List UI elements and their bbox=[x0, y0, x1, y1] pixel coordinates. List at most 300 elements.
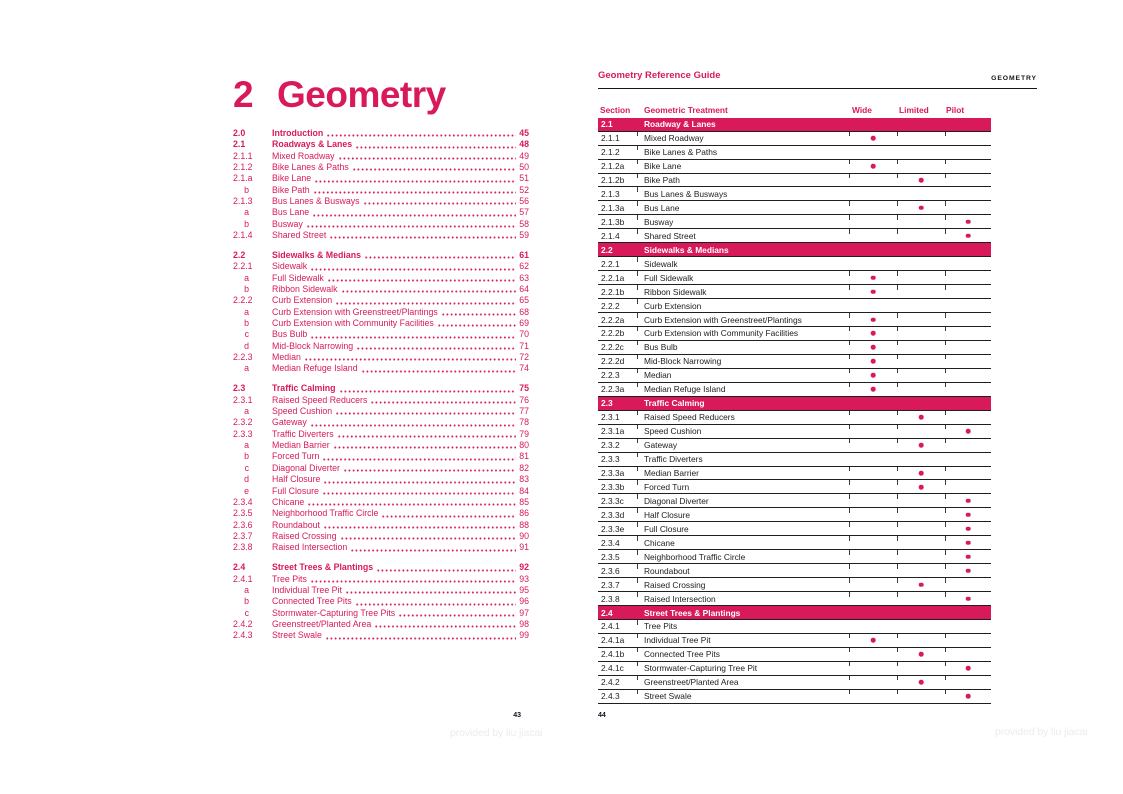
column-tick bbox=[637, 467, 638, 472]
row-section-number: 2.2.2c bbox=[601, 342, 624, 353]
column-tick bbox=[945, 174, 946, 179]
toc-entry-label: Street Swale bbox=[272, 630, 322, 641]
toc-entry-page: 93 bbox=[519, 573, 529, 584]
toc-entry-page: 45 bbox=[519, 128, 529, 138]
toc-entry-page: 75 bbox=[519, 383, 529, 394]
toc-entry-number: a bbox=[244, 363, 249, 374]
column-tick bbox=[849, 592, 850, 597]
column-tick bbox=[945, 215, 946, 220]
column-tick bbox=[637, 355, 638, 360]
toc-entry-number: 2.3.5 bbox=[233, 508, 253, 519]
row-section-number: 2.3.3b bbox=[601, 481, 625, 492]
column-tick bbox=[897, 592, 898, 597]
rating-dot-limited bbox=[919, 178, 924, 183]
toc-entry-label: Diagonal Diverter bbox=[272, 462, 340, 473]
toc-entry-number: 2.4.2 bbox=[233, 618, 253, 629]
column-tick bbox=[849, 522, 850, 527]
row-section-number: 2.3.3 bbox=[601, 453, 620, 464]
toc-entry-number: 2.1.3 bbox=[233, 196, 253, 207]
toc-entry-page: 56 bbox=[519, 196, 529, 207]
toc-entry-number: d bbox=[244, 340, 249, 351]
toc-entry-page: 84 bbox=[519, 485, 529, 496]
row-section-number: 2.2.2b bbox=[601, 328, 625, 339]
toc-entry bbox=[233, 508, 529, 519]
toc-leader-dots bbox=[362, 370, 516, 373]
column-tick bbox=[897, 174, 898, 179]
col-header-pilot: Pilot bbox=[946, 105, 965, 115]
table-section-row bbox=[598, 397, 991, 411]
row-section-number: 2.3.8 bbox=[601, 593, 620, 604]
column-tick bbox=[897, 341, 898, 346]
toc-entry-page: 74 bbox=[519, 363, 529, 374]
table-item-row bbox=[598, 634, 991, 648]
toc-entry-number: a bbox=[244, 584, 249, 595]
toc-entry-page: 81 bbox=[519, 451, 529, 462]
toc-entry-label: Individual Tree Pit bbox=[272, 584, 342, 595]
toc-entry-label: Median Barrier bbox=[272, 440, 330, 451]
row-section-number: 2.3.1a bbox=[601, 425, 625, 436]
toc-entry bbox=[233, 531, 529, 542]
column-tick bbox=[945, 676, 946, 681]
toc-entry-number: 2.3.7 bbox=[233, 530, 253, 541]
chapter-name: Geometry bbox=[277, 74, 446, 115]
row-treatment-label: Median bbox=[644, 370, 672, 381]
row-section-number: 2.3.3e bbox=[601, 523, 625, 534]
rating-dot-limited bbox=[919, 415, 924, 420]
row-section-number: 2.4.1a bbox=[601, 635, 625, 646]
rating-dot-pilot bbox=[966, 540, 971, 545]
column-tick bbox=[637, 662, 638, 667]
column-tick bbox=[897, 425, 898, 430]
toc-entry-number: 2.1.a bbox=[233, 173, 253, 184]
toc-entry bbox=[233, 395, 529, 406]
column-tick bbox=[637, 578, 638, 583]
toc-leader-dots bbox=[342, 290, 516, 293]
table-item-row bbox=[598, 229, 991, 243]
table-item-row bbox=[598, 187, 991, 201]
row-section-number: 2.3.4 bbox=[601, 537, 620, 548]
column-tick bbox=[849, 341, 850, 346]
toc-entry bbox=[233, 307, 529, 318]
toc-entry bbox=[233, 128, 529, 139]
column-tick bbox=[897, 201, 898, 206]
column-tick bbox=[945, 592, 946, 597]
toc-entry-label: Bus Bulb bbox=[272, 329, 308, 340]
toc-entry bbox=[233, 318, 529, 329]
row-treatment-label: Raised Crossing bbox=[644, 579, 706, 590]
row-section-number: 2.4.1b bbox=[601, 649, 625, 660]
row-treatment-label: Connected Tree Pits bbox=[644, 649, 720, 660]
row-treatment-label: Sidewalks & Medians bbox=[644, 244, 729, 255]
column-tick bbox=[637, 271, 638, 276]
column-tick bbox=[637, 341, 638, 346]
column-tick bbox=[637, 634, 638, 639]
toc-leader-dots bbox=[323, 492, 516, 495]
column-tick bbox=[849, 690, 850, 695]
toc-entry-number: 2.2.2 bbox=[233, 295, 253, 306]
column-tick bbox=[849, 467, 850, 472]
table-item-row bbox=[598, 494, 991, 508]
toc-entry-page: 86 bbox=[519, 508, 529, 519]
table-item-row bbox=[598, 271, 991, 285]
table-item-row bbox=[598, 578, 991, 592]
row-section-number: 2.2.1b bbox=[601, 286, 625, 297]
table-item-row bbox=[598, 648, 991, 662]
toc-leader-dots bbox=[339, 157, 516, 160]
row-treatment-label: Ribbon Sidewalk bbox=[644, 286, 707, 297]
column-tick bbox=[849, 132, 850, 137]
column-tick bbox=[897, 355, 898, 360]
toc-group bbox=[233, 128, 529, 241]
rating-dot-wide bbox=[871, 164, 876, 169]
rating-dot-pilot bbox=[966, 499, 971, 504]
column-tick bbox=[849, 174, 850, 179]
row-treatment-label: Bus Bulb bbox=[644, 342, 678, 353]
table-item-row bbox=[598, 480, 991, 494]
col-header-section: Section bbox=[600, 105, 631, 115]
column-tick bbox=[637, 327, 638, 332]
toc-entry bbox=[233, 341, 529, 352]
toc-entry-page: 96 bbox=[519, 596, 529, 607]
toc-entry-number: 2.4.3 bbox=[233, 630, 253, 641]
toc-leader-dots bbox=[336, 302, 516, 305]
column-tick bbox=[849, 508, 850, 513]
table-item-row bbox=[598, 160, 991, 174]
toc-entry-label: Gateway bbox=[272, 417, 307, 428]
toc-entry-label: Tree Pits bbox=[272, 573, 307, 584]
row-section-number: 2.4.1 bbox=[601, 621, 620, 632]
column-tick bbox=[637, 411, 638, 416]
column-tick bbox=[897, 439, 898, 444]
row-treatment-label: Mixed Roadway bbox=[644, 132, 704, 143]
row-treatment-label: Median Barrier bbox=[644, 467, 699, 478]
column-tick bbox=[849, 648, 850, 653]
column-tick bbox=[897, 369, 898, 374]
rating-dot-pilot bbox=[966, 527, 971, 532]
col-header-treatment: Geometric Treatment bbox=[644, 105, 728, 115]
toc-entry-label: Speed Cushion bbox=[272, 406, 333, 417]
toc-entry bbox=[233, 406, 529, 417]
column-tick bbox=[849, 480, 850, 485]
toc-entry-page: 70 bbox=[519, 329, 529, 340]
column-tick bbox=[945, 550, 946, 555]
toc-entry bbox=[233, 250, 529, 261]
toc-leader-dots bbox=[334, 446, 516, 449]
toc-entry-label: Roundabout bbox=[272, 519, 320, 530]
column-tick bbox=[945, 439, 946, 444]
toc-entry-page: 82 bbox=[519, 462, 529, 473]
column-tick bbox=[849, 676, 850, 681]
toc-leader-dots bbox=[307, 225, 516, 228]
column-tick bbox=[897, 648, 898, 653]
toc-entry-page: 71 bbox=[519, 340, 529, 351]
toc-entry-number: b bbox=[244, 451, 249, 462]
row-section-number: 2.1.3b bbox=[601, 216, 625, 227]
toc-leader-dots bbox=[438, 324, 516, 327]
row-treatment-label: Bus Lanes & Busways bbox=[644, 188, 728, 199]
column-tick bbox=[637, 676, 638, 681]
toc-entry-number: 2.4.1 bbox=[233, 573, 253, 584]
toc-entry-page: 88 bbox=[519, 519, 529, 530]
row-treatment-label: Bus Lane bbox=[644, 202, 680, 213]
column-tick bbox=[945, 327, 946, 332]
table-item-row bbox=[598, 355, 991, 369]
rating-dot-wide bbox=[871, 136, 876, 141]
column-tick bbox=[897, 215, 898, 220]
row-section-number: 2.2.3a bbox=[601, 384, 625, 395]
table-item-row bbox=[598, 257, 991, 271]
row-section-number: 2.1.2a bbox=[601, 160, 625, 171]
row-section-number: 2.3.5 bbox=[601, 551, 620, 562]
row-treatment-label: Full Closure bbox=[644, 523, 689, 534]
toc-group bbox=[233, 383, 529, 553]
column-tick bbox=[637, 620, 638, 625]
toc-entry-number: b bbox=[244, 284, 249, 295]
column-tick bbox=[945, 536, 946, 541]
column-tick bbox=[637, 550, 638, 555]
rating-dot-pilot bbox=[966, 220, 971, 225]
toc-entry-page: 57 bbox=[519, 207, 529, 218]
toc-entry bbox=[233, 497, 529, 508]
toc-leader-dots bbox=[340, 390, 516, 393]
toc-entry bbox=[233, 219, 529, 230]
column-tick bbox=[849, 494, 850, 499]
table-item-row bbox=[598, 676, 991, 690]
toc-entry-label: Half Closure bbox=[272, 474, 321, 485]
column-tick bbox=[849, 550, 850, 555]
row-treatment-label: Gateway bbox=[644, 439, 678, 450]
row-treatment-label: Neighborhood Traffic Circle bbox=[644, 551, 746, 562]
table-item-row bbox=[598, 508, 991, 522]
table-item-row bbox=[598, 662, 991, 676]
toc-entry-number: b bbox=[244, 218, 249, 229]
table-item-row bbox=[598, 690, 991, 704]
toc-entry-label: Raised Intersection bbox=[272, 542, 348, 553]
table-item-row bbox=[598, 411, 991, 425]
column-tick bbox=[849, 425, 850, 430]
row-section-number: 2.2.2a bbox=[601, 314, 625, 325]
toc-entry-label: Shared Street bbox=[272, 230, 327, 241]
column-tick bbox=[897, 550, 898, 555]
toc-entry-label: Bike Lanes & Paths bbox=[272, 162, 349, 173]
toc-entry-label: Bike Path bbox=[272, 184, 310, 195]
toc-leader-dots bbox=[364, 202, 516, 205]
row-section-number: 2.1.3a bbox=[601, 202, 625, 213]
table-item-row bbox=[598, 592, 991, 606]
toc-entry-page: 48 bbox=[519, 139, 529, 150]
column-tick bbox=[945, 564, 946, 569]
toc-entry-page: 91 bbox=[519, 542, 529, 553]
table-item-row bbox=[598, 453, 991, 467]
row-treatment-label: Full Sidewalk bbox=[644, 272, 694, 283]
toc-entry-label: Full Sidewalk bbox=[272, 272, 324, 283]
toc-entry-label: Curb Extension with Community Facilities bbox=[272, 318, 434, 329]
column-tick bbox=[897, 676, 898, 681]
column-tick bbox=[849, 160, 850, 165]
toc-entry bbox=[233, 417, 529, 428]
column-tick bbox=[849, 634, 850, 639]
column-tick bbox=[637, 564, 638, 569]
table-item-row bbox=[598, 285, 991, 299]
toc-entry bbox=[233, 230, 529, 241]
toc-leader-dots bbox=[326, 637, 516, 640]
toc-entry-label: Raised Speed Reducers bbox=[272, 394, 368, 405]
column-tick bbox=[945, 285, 946, 290]
toc-entry bbox=[233, 596, 529, 607]
rating-dot-wide bbox=[871, 359, 876, 364]
toc-entry-page: 98 bbox=[519, 618, 529, 629]
toc-entry-label: Curb Extension with Greenstreet/Plantings bbox=[272, 306, 438, 317]
table-item-row bbox=[598, 467, 991, 481]
row-treatment-label: Bike Path bbox=[644, 174, 680, 185]
table-item-row bbox=[598, 439, 991, 453]
column-tick bbox=[637, 146, 638, 151]
toc-leader-dots bbox=[353, 168, 516, 171]
column-tick bbox=[637, 257, 638, 262]
toc-entry-page: 80 bbox=[519, 440, 529, 451]
column-tick bbox=[945, 648, 946, 653]
column-tick bbox=[849, 439, 850, 444]
toc-entry-label: Sidewalk bbox=[272, 261, 308, 272]
row-treatment-label: Raised Intersection bbox=[644, 593, 716, 604]
page-number-right: 44 bbox=[598, 712, 606, 719]
toc-entry-number: 2.3.2 bbox=[233, 417, 253, 428]
chapter-tab-label: GEOMETRY bbox=[991, 75, 1037, 82]
toc-entry-number: 2.3.4 bbox=[233, 496, 253, 507]
column-tick bbox=[897, 634, 898, 639]
row-treatment-label: Traffic Calming bbox=[644, 398, 705, 409]
toc-leader-dots bbox=[344, 469, 516, 472]
toc-entry-label: Traffic Calming bbox=[272, 383, 336, 394]
column-tick bbox=[637, 187, 638, 192]
column-tick bbox=[945, 634, 946, 639]
rating-dot-wide bbox=[871, 387, 876, 392]
column-tick bbox=[849, 355, 850, 360]
row-treatment-label: Stormwater-Capturing Tree Pit bbox=[644, 663, 758, 674]
row-treatment-label: Diagonal Diverter bbox=[644, 495, 709, 506]
column-tick bbox=[637, 508, 638, 513]
toc-entry-number: 2.4 bbox=[233, 562, 246, 573]
column-tick bbox=[945, 160, 946, 165]
column-tick bbox=[637, 174, 638, 179]
column-tick bbox=[849, 327, 850, 332]
toc-entry-number: b bbox=[244, 596, 249, 607]
toc-entry-label: Median Refuge Island bbox=[272, 363, 358, 374]
column-tick bbox=[637, 299, 638, 304]
row-treatment-label: Street Swale bbox=[644, 691, 692, 702]
rating-dot-pilot bbox=[966, 694, 971, 699]
column-tick bbox=[849, 215, 850, 220]
toc-leader-dots bbox=[357, 347, 516, 350]
table-item-row bbox=[598, 383, 991, 397]
table-item-row bbox=[598, 313, 991, 327]
column-tick bbox=[945, 201, 946, 206]
toc-entry-page: 95 bbox=[519, 584, 529, 595]
column-tick bbox=[897, 578, 898, 583]
toc-entry-page: 64 bbox=[519, 284, 529, 295]
toc-entry-page: 83 bbox=[519, 474, 529, 485]
row-section-number: 2.2.2d bbox=[601, 356, 625, 367]
column-tick bbox=[897, 480, 898, 485]
row-treatment-label: Curb Extension with Community Facilities bbox=[644, 328, 799, 339]
toc-entry-number: 2.3.8 bbox=[233, 542, 253, 553]
row-treatment-label: Traffic Diverters bbox=[644, 453, 703, 464]
table-item-row bbox=[598, 536, 991, 550]
toc-entry bbox=[233, 261, 529, 272]
toc-entry-label: Street Trees & Plantings bbox=[272, 562, 374, 573]
toc-leader-dots bbox=[308, 503, 516, 506]
toc-entry-label: Raised Crossing bbox=[272, 530, 337, 541]
rating-dot-limited bbox=[919, 652, 924, 657]
row-section-number: 2.1.2 bbox=[601, 146, 620, 157]
column-tick bbox=[897, 508, 898, 513]
toc-leader-dots bbox=[356, 146, 516, 149]
column-tick bbox=[897, 383, 898, 388]
watermark-right-page: provided by liu jiacai bbox=[995, 726, 1088, 738]
row-section-number: 2.3.7 bbox=[601, 579, 620, 590]
table-section-row bbox=[598, 606, 991, 620]
toc-entry bbox=[233, 562, 529, 573]
column-tick bbox=[849, 578, 850, 583]
toc-entry bbox=[233, 352, 529, 363]
column-tick bbox=[849, 201, 850, 206]
toc-entry bbox=[233, 574, 529, 585]
column-tick bbox=[849, 229, 850, 234]
toc-entry bbox=[233, 520, 529, 531]
column-tick bbox=[637, 690, 638, 695]
toc-entry-label: Introduction bbox=[272, 128, 324, 138]
toc-leader-dots bbox=[382, 515, 516, 518]
toc-leader-dots bbox=[365, 256, 516, 259]
row-section-number: 2.3.2 bbox=[601, 439, 620, 450]
row-treatment-label: Median Refuge Island bbox=[644, 384, 726, 395]
row-treatment-label: Speed Cushion bbox=[644, 425, 702, 436]
toc-leader-dots bbox=[311, 268, 516, 271]
toc-entry bbox=[233, 383, 529, 394]
toc-entry-number: 2.1 bbox=[233, 139, 246, 150]
column-tick bbox=[849, 662, 850, 667]
col-header-wide: Wide bbox=[852, 105, 872, 115]
toc-entry-page: 65 bbox=[519, 295, 529, 306]
row-treatment-label: Bike Lane bbox=[644, 160, 682, 171]
toc-entry bbox=[233, 474, 529, 485]
rating-dot-limited bbox=[919, 206, 924, 211]
toc-entry-label: Full Closure bbox=[272, 485, 319, 496]
header-rule bbox=[598, 88, 1037, 89]
rating-dot-pilot bbox=[966, 568, 971, 573]
toc-entry-page: 58 bbox=[519, 218, 529, 229]
column-tick bbox=[945, 229, 946, 234]
column-tick bbox=[897, 662, 898, 667]
row-treatment-label: Bike Lanes & Paths bbox=[644, 146, 718, 157]
column-tick bbox=[897, 690, 898, 695]
column-tick bbox=[945, 369, 946, 374]
row-treatment-label: Individual Tree Pit bbox=[644, 635, 711, 646]
row-section-number: 2.4 bbox=[601, 607, 613, 618]
toc-entry bbox=[233, 273, 529, 284]
toc-entry-number: c bbox=[244, 329, 249, 340]
toc-entry-page: 52 bbox=[519, 184, 529, 195]
toc-leader-dots bbox=[311, 580, 516, 583]
column-tick bbox=[897, 522, 898, 527]
toc-entry-label: Roadways & Lanes bbox=[272, 139, 353, 150]
toc-leader-dots bbox=[375, 625, 516, 628]
toc-entry-number: 2.3.6 bbox=[233, 519, 253, 530]
column-tick bbox=[637, 453, 638, 458]
column-tick bbox=[945, 355, 946, 360]
row-treatment-label: Half Closure bbox=[644, 509, 691, 520]
rating-dot-wide bbox=[871, 317, 876, 322]
